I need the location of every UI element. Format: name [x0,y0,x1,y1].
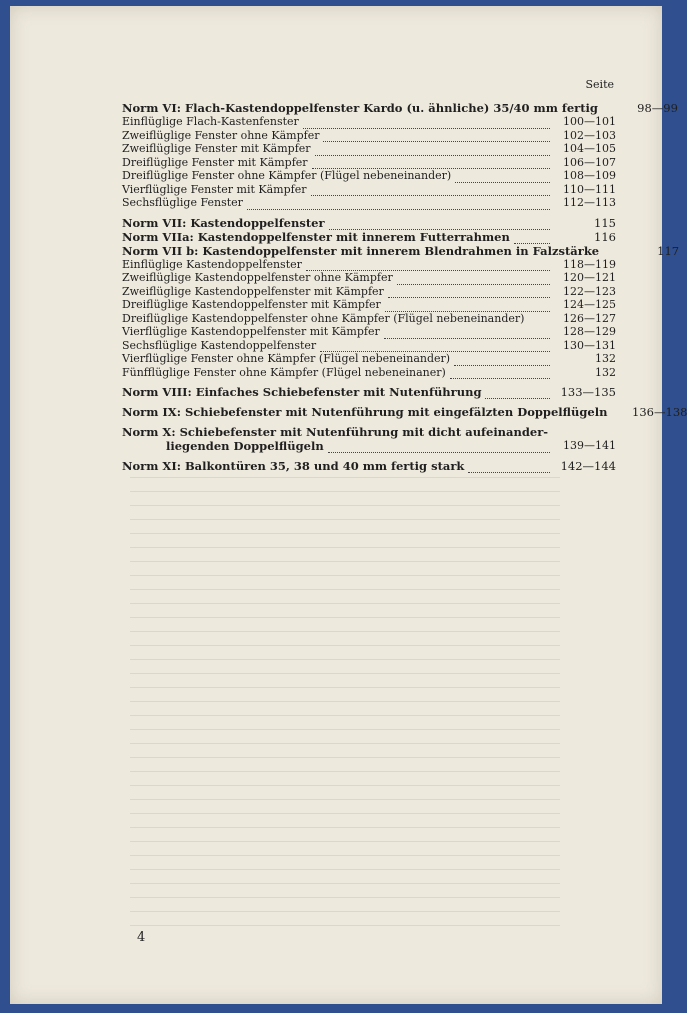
toc-entry-title: Zweiflüglige Kastendoppelfenster mit Kämpfer [122,284,384,298]
toc-entry-page: 117 [657,243,680,258]
toc-entry-page: 132 [595,352,616,365]
toc-entry [122,271,616,285]
toc-entry-title: Einflüglige Flach-Kastenfenster [122,115,299,128]
toc-entry-page: 136—138 [632,405,687,419]
toc-entry-page: 132 [595,365,616,379]
dot-leader [329,220,550,230]
book-page [10,6,687,1004]
toc-entry [122,405,687,419]
dot-leader [247,200,550,210]
toc-entry-title: Norm IX: Schiebefenster mit Nutenführung mit eingefälzten Doppelflügeln [122,405,608,419]
toc-entry-title: Norm VI: Flach-Kastendoppelfenster Kardo (u. ähnliche) 35/40 mm fertig [122,101,598,115]
toc-entry [122,169,616,183]
dot-leader [323,132,550,142]
toc-entry-page: 98—99 [637,101,678,115]
toc-entry-title: Dreiflüglige Fenster ohne Kämpfer (Flügel nebeneinander) [122,169,452,182]
toc-entry-page: 120—121 [563,271,616,284]
toc-entry-title: Vierflüglige Fenster ohne Kämpfer (Flügel nebeneinander) [122,352,451,365]
toc-entry-page: 126—127 [563,311,616,325]
toc-entry-page: 128—129 [563,325,616,338]
toc-entry-title: Vierflüglige Fenster mit Kämpfer [122,182,307,196]
toc-entry-title: Fünfflüglige Fenster ohne Kämpfer (Flügel nebeneinaner) [122,365,446,379]
toc-entry-page: 122—123 [563,284,616,298]
toc-entry [122,385,616,399]
dot-leader [603,249,613,258]
toc-entry-title [122,425,554,453]
dot-leader [455,173,550,183]
dot-leader [528,316,550,325]
dot-leader [306,261,550,271]
dot-leader [514,234,550,244]
toc-entry-title: Norm XI: Balkontüren 35, 38 und 40 mm fertig stark [122,459,465,473]
toc-entry [122,129,616,143]
dot-leader [602,106,612,115]
toc-entry-title-line2: liegenden Doppelflügeln [166,439,324,453]
toc-entry-title-line1: Norm X: Schiebefenster mit Nutenführung mit dicht aufeinander- [122,425,549,439]
toc-entry-title: Norm VII: Kastendoppelfenster [122,215,325,230]
toc-entry-title: Norm VII b: Kastendoppelfenster mit innerem Blendrahmen in Falzstärke [122,243,600,258]
toc-entry-title: Zweiflüglige Kastendoppelfenster ohne Kämpfer [122,271,393,284]
dot-leader [454,356,550,366]
toc-entry-title: Sechsflüglige Kastendoppelfenster [122,338,317,352]
toc-entry [122,312,616,326]
toc-entry [122,298,616,312]
dot-leader [611,410,621,419]
dot-leader [385,302,550,312]
toc-entry [122,285,616,299]
toc-entry [122,101,678,115]
dot-leader [384,329,550,339]
toc-entry-title: Zweiflüglige Fenster mit Kämpfer [122,142,311,155]
toc-entry-title: Zweiflüglige Fenster ohne Kämpfer [122,128,320,142]
toc-entry-page: 112—113 [563,196,616,209]
table-of-contents [122,78,687,473]
dot-leader [388,288,550,298]
toc-entry [122,230,616,244]
toc-entry-page: 106—107 [563,155,616,169]
toc-entries [122,101,687,419]
dot-leader [315,146,550,156]
toc-entry-title: Norm VIIa: Kastendoppelfenster mit innerem Futterrahmen [122,229,510,244]
dot-leader [397,275,550,285]
toc-entry [122,352,616,366]
toc-entry-page: 142—144 [560,459,616,473]
dot-leader [468,463,550,473]
toc-entry-norm-x [122,425,616,453]
toc-entry-title: Dreiflüglige Kastendoppelfenster mit Kämpfer [122,298,381,311]
toc-entry-page: 116 [594,229,616,244]
toc-entry-line2 [122,439,554,453]
toc-entry-title: Dreiflüglige Fenster mit Kämpfer [122,155,308,169]
dot-leader [303,119,550,129]
toc-entry-page: 124—125 [563,298,616,311]
dot-leader [311,186,551,196]
toc-entry [122,243,680,258]
toc-entry [122,366,616,380]
page-number: 4 [137,930,146,945]
dot-leader [320,342,550,352]
seite-heading: Seite [585,78,614,91]
toc-entry-title: Einflüglige Kastendoppelfenster [122,257,302,271]
toc-entry [122,183,616,197]
toc-entry-title: Norm VIII: Einfaches Schiebefenster mit Nutenführung [122,385,482,399]
toc-entry-page: 108—109 [563,169,616,182]
toc-entry-title: Dreiflüglige Kastendoppelfenster ohne Kämpfer (Flügel nebeneinander) [122,311,525,325]
toc-entry-page: 139—141 [563,439,616,452]
toc-entry-page: 133—135 [560,385,616,399]
toc-entry [122,142,616,156]
bleed-through-shadow [130,466,560,926]
toc-entry-page: 115 [594,215,616,230]
toc-entry-page: 100—101 [563,115,616,128]
dot-leader [328,443,550,453]
toc-entry [122,216,616,230]
toc-entry-norm-xi [122,459,616,473]
toc-entry [122,156,616,170]
toc-entry-page: 118—119 [563,257,616,271]
toc-entry [122,325,616,339]
dot-leader [485,389,550,399]
toc-entry [122,339,616,353]
toc-entry [122,258,616,272]
dot-leader [312,159,550,169]
toc-entry-page: 110—111 [563,182,616,196]
toc-entry-title: Vierflüglige Kastendoppelfenster mit Kämpfer [122,325,380,338]
toc-entry-page: 104—105 [563,142,616,155]
toc-entry-page: 130—131 [563,338,616,352]
toc-entry-page: 102—103 [563,128,616,142]
toc-entry [122,115,616,129]
toc-entry [122,196,616,210]
dot-leader [450,369,550,379]
toc-entry-title: Sechsflüglige Fenster [122,196,243,209]
